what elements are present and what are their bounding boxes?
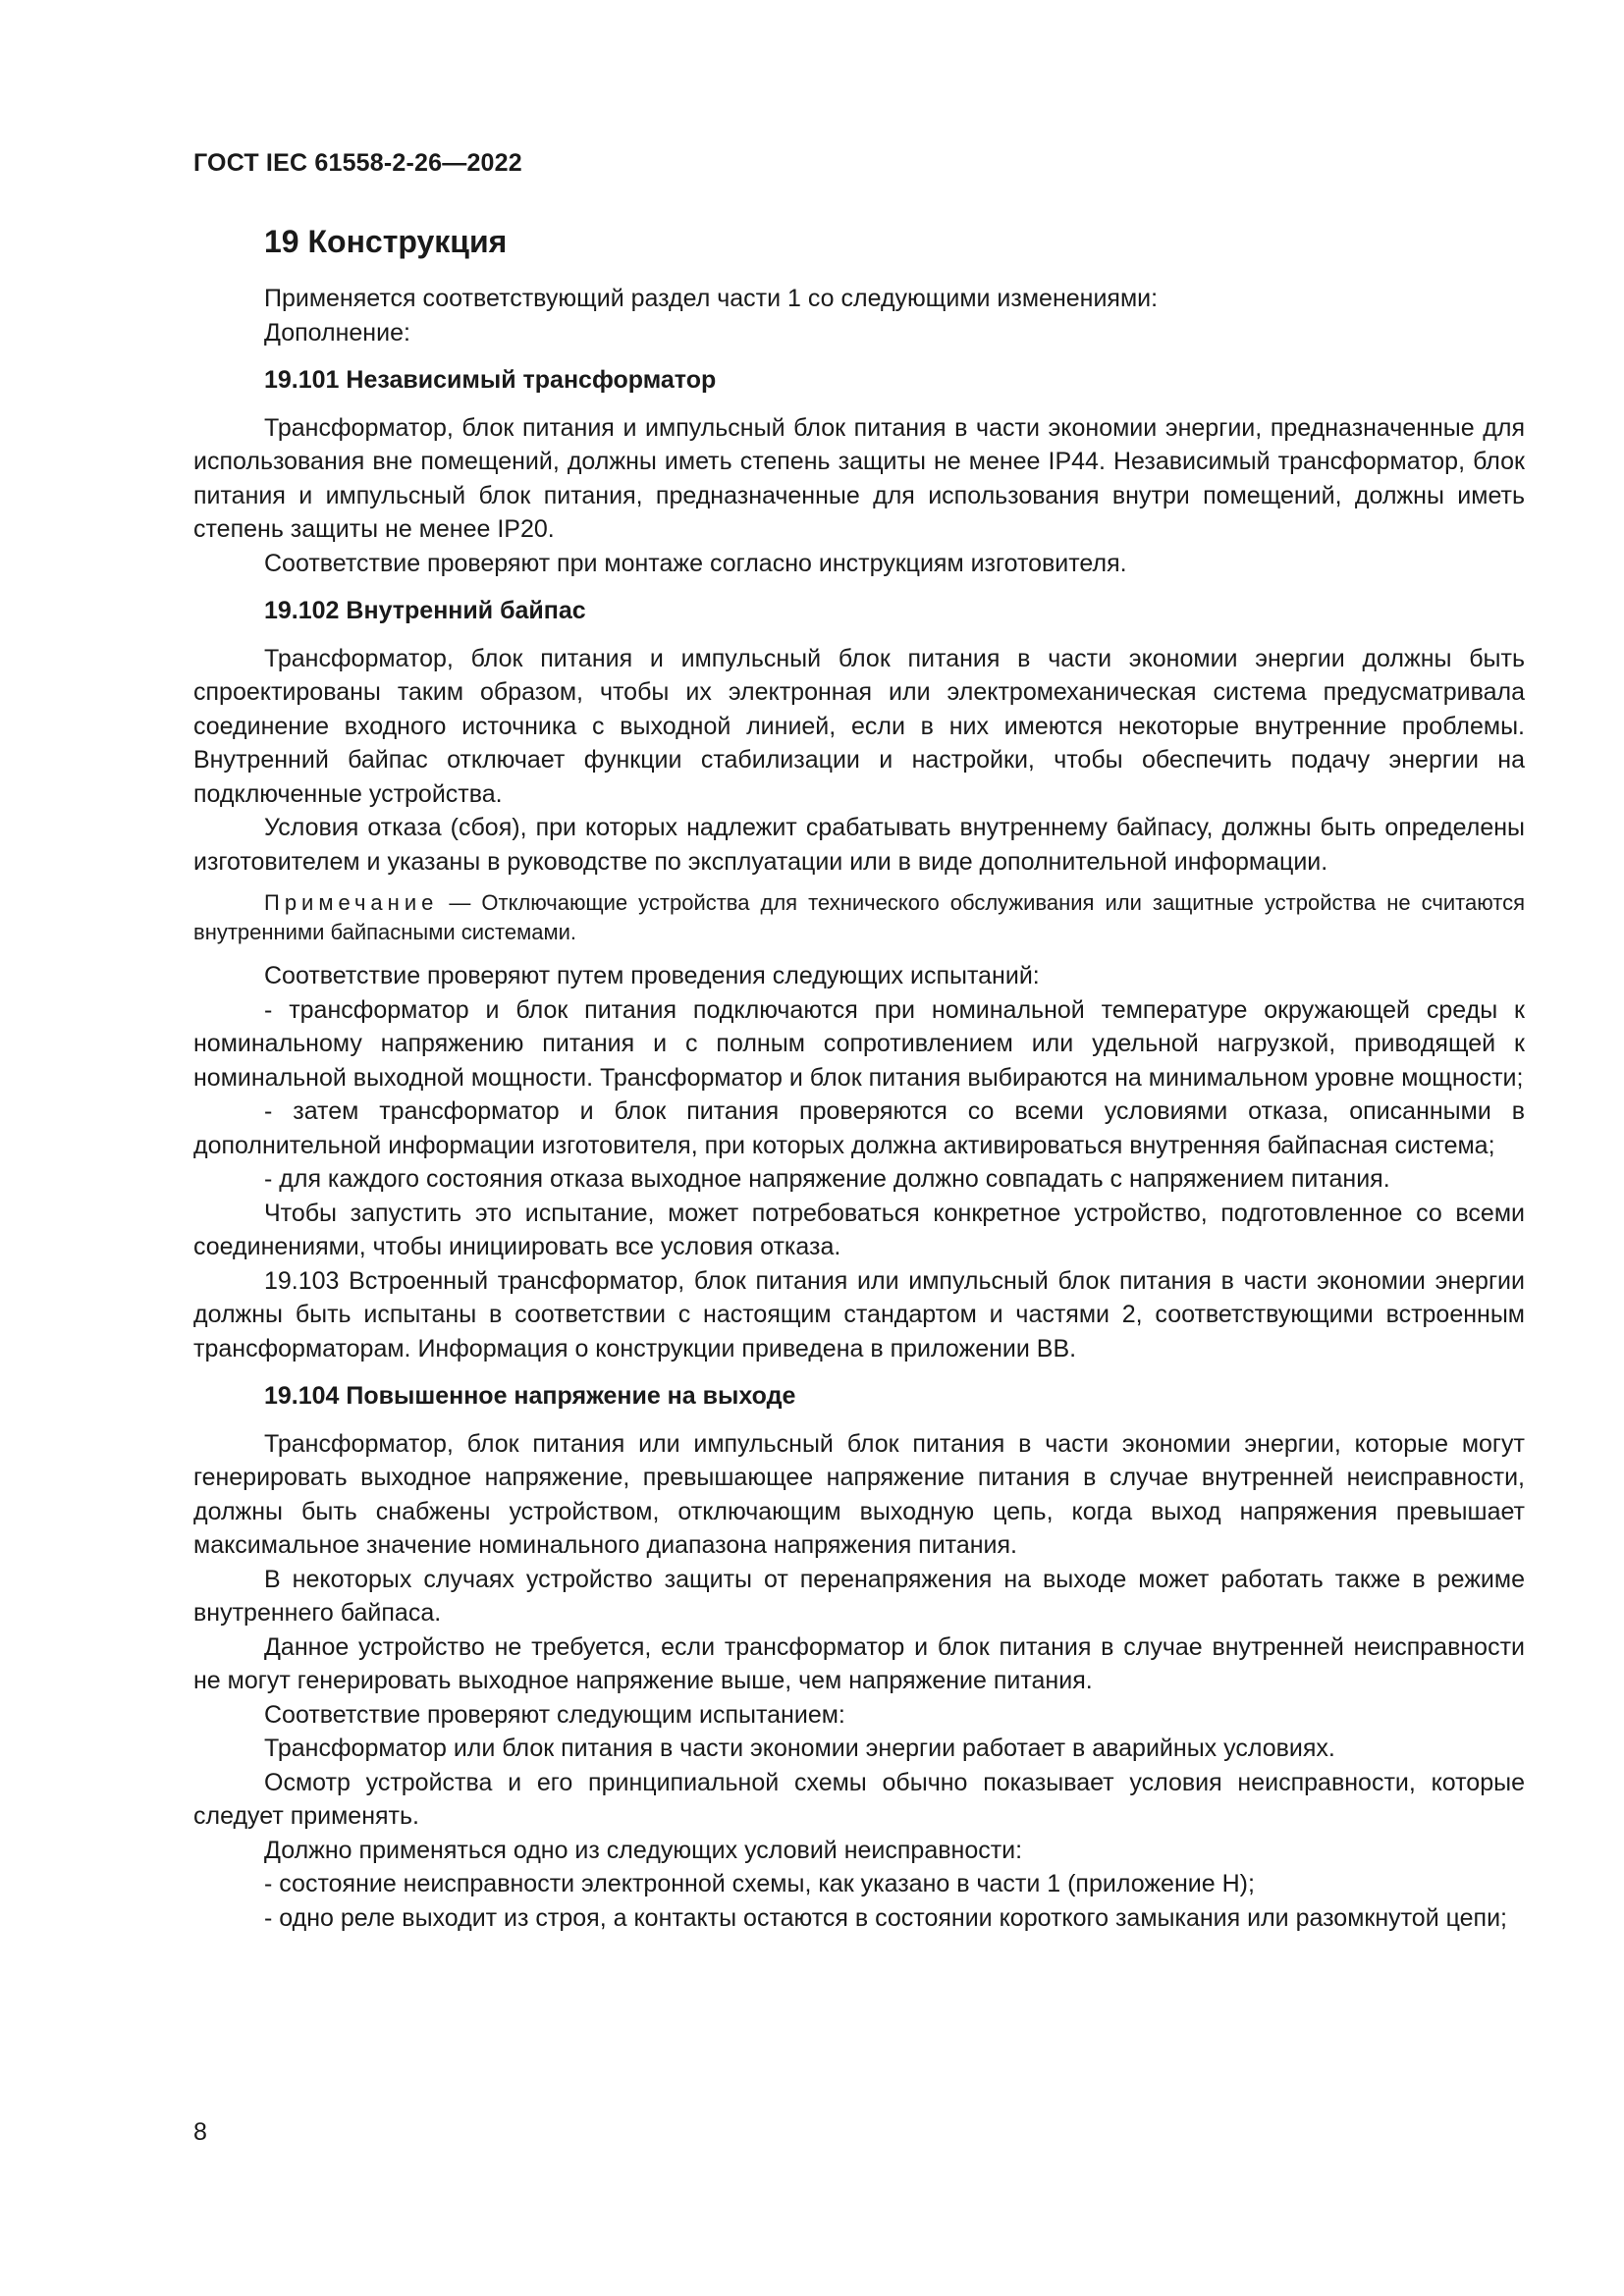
paragraph: Условия отказа (сбоя), при которых надлежит срабатывать внутреннему байпасу, должны быть определены изготовителем и указаны в руководстве по эксплуатации или в виде дополнительной информации. — [193, 814, 1525, 876]
paragraph: Трансформатор, блок питания и импульсный блок питания в части экономии энергии должны быть спроектированы таким образом, чтобы их электронная или электромеханическая система предусматривала соединение входного источника с выходной линией, если в них имеются некоторые внутренние проблемы. Внутренний байпас отключает функции стабилизации и настройки, чтобы обеспечить подачу энергии на подключенные устройства. — [193, 644, 1525, 808]
list-item: - одно реле выходит из строя, а контакты остаются в состоянии короткого замыкания или разомкнутой цепи; — [264, 1903, 1508, 1932]
list-item: - состояние неисправности электронной схемы, как указано в части 1 (приложение Н); — [264, 1870, 1255, 1897]
paragraph: Соответствие проверяют путем проведения следующих испытаний: — [264, 962, 1040, 989]
paragraph: Осмотр устройства и его принципиальной схемы обычно показывает условия неисправности, которые следует применять. — [193, 1768, 1525, 1830]
list-item: - затем трансформатор и блок питания проверяются со всеми условиями отказа, описанными в дополнительной информации изготовителя, при которых должна активироваться внутренняя байпасная система; — [193, 1097, 1525, 1159]
paragraph: В некоторых случаях устройство защиты от перенапряжения на выходе может работать также в режиме внутреннего байпаса. — [193, 1565, 1525, 1627]
subsection-title-19-104: 19.104 Повышенное напряжение на выходе — [264, 1382, 796, 1410]
note-label: Примечание — [264, 890, 439, 915]
paragraph: Трансформатор или блок питания в части экономии энергии работает в аварийных условиях. — [264, 1735, 1335, 1762]
paragraph: Трансформатор, блок питания или импульсный блок питания в части экономии энергии, которые могут генерировать выходное напряжение, превышающее напряжение питания в случае внутренней неисправности, должны быть снабжены устройством, отключающим выходную цепь, когда выход напряжения превышает максимальное значение номинального диапазона напряжения питания. — [193, 1429, 1525, 1559]
paragraph: Данное устройство не требуется, если трансформатор и блок питания в случае внутренней неисправности не могут генерировать выходное напряжение выше, чем напряжение питания. — [193, 1632, 1525, 1694]
paragraph: Трансформатор, блок питания и импульсный блок питания в части экономии энергии, предназначенные для использования вне помещений, должны иметь степень защиты не менее IP44. Независимый трансформатор, блок питания и импульсный блок питания, предназначенные для использования внутри помещений, должны иметь степень защиты не менее IP20. — [193, 413, 1525, 543]
paragraph: Соответствие проверяют следующим испытанием: — [264, 1700, 845, 1729]
intro-line: Применяется соответствующий раздел части 1 со следующими изменениями: — [264, 285, 1159, 312]
list-item: - для каждого состояния отказа выходное напряжение должно совпадать с напряжением питания. — [264, 1165, 1390, 1193]
section-title: 19 Конструкция — [264, 224, 508, 259]
subsection-title-19-101: 19.101 Независимый трансформатор — [264, 366, 717, 394]
page-number: 8 — [193, 2118, 207, 2146]
paragraph-19-103: 19.103 Встроенный трансформатор, блок питания или импульсный блок питания в части экономии энергии должны быть испытаны в соответствии с настоящим стандартом и частями 2, соответствующими встроенным трансформаторам. Информация о конструкции приведена в приложении ВВ. — [193, 1266, 1525, 1362]
subsection-title-19-102: 19.102 Внутренний байпас — [264, 597, 586, 624]
list-item: - трансформатор и блок питания подключаются при номинальной температуре окружающей среды к номинальному напряжению питания и с полным сопротивлением или удельной нагрузкой, приводящей к номинальной выходной мощности. Трансформатор и блок питания выбираются на минимальном уровне мощности; — [193, 995, 1525, 1092]
note-text: — Отключающие устройства для технического обслуживания или защитные устройства не считаются внутренними байпасными системами. — [193, 890, 1525, 944]
intro-line: Дополнение: — [264, 318, 410, 347]
paragraph: Чтобы запустить это испытание, может потребоваться конкретное устройство, подготовленное со всеми соединениями, чтобы инициировать все условия отказа. — [193, 1199, 1525, 1260]
note — [193, 888, 1525, 947]
paragraph: Соответствие проверяют при монтаже согласно инструкциям изготовителя. — [264, 549, 1127, 577]
paragraph: Должно применяться одно из следующих условий неисправности: — [264, 1836, 1023, 1864]
page-content — [193, 221, 1525, 1935]
document-header: ГОСТ IEC 61558-2-26—2022 — [193, 149, 522, 177]
